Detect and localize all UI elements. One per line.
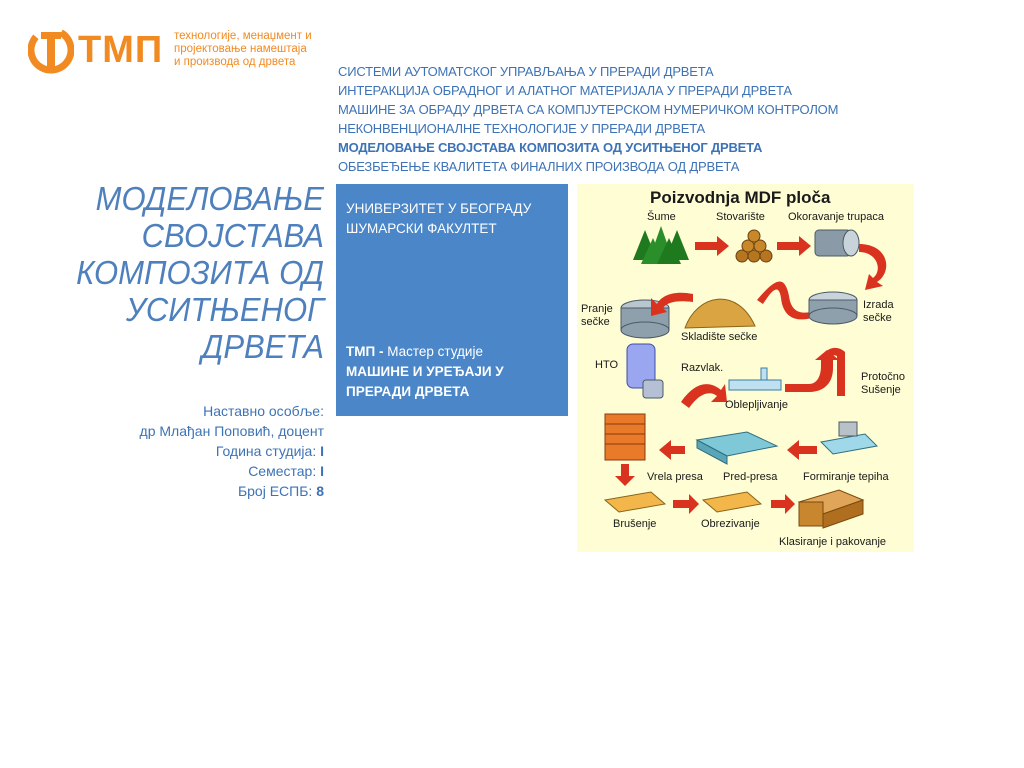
arrow-icon: [787, 440, 817, 460]
sanding-icon: [605, 492, 665, 512]
flow-arrow-icon: [859, 244, 886, 290]
label-razvlak: Razvlak.: [681, 362, 724, 374]
course-link[interactable]: МАШИНЕ ЗА ОБРАДУ ДРВЕТА СА КОМПЈУТЕРСКОМ НУМЕРИЧКОМ КОНТРОЛОМ: [338, 102, 839, 117]
label-pranje1: Pranje: [581, 303, 613, 315]
logo-tagline-line: и производа од дрвета: [174, 56, 296, 68]
label-stovariste: Stovarište: [716, 211, 765, 223]
program-abbr: ТМП: [346, 344, 376, 359]
forest-icon: [633, 226, 689, 264]
title-line: ДРВЕТА: [201, 328, 324, 365]
ects-label: Број ЕСПБ:: [237, 483, 313, 499]
diagram-title: Poizvodnja MDF ploča: [650, 188, 831, 207]
university-panel: [336, 184, 568, 416]
ects-row: [24, 481, 324, 501]
semester-row: [24, 461, 324, 481]
label-skladiste: Skladište sečke: [681, 331, 758, 343]
semester-value: I: [320, 463, 324, 479]
tmp-logo: [28, 26, 328, 78]
staff-label: Наставно особље:: [203, 403, 324, 419]
label-okoravanje: Okoravanje trupaca: [788, 211, 884, 223]
year-label: Година студија:: [215, 443, 317, 459]
staff-name: др Млађан Поповић, доцент: [139, 423, 324, 439]
title-line: КОМПОЗИТА ОД: [76, 254, 324, 291]
blender-icon: [729, 368, 781, 390]
chipper-icon: [809, 292, 857, 324]
course-link-active[interactable]: МОДЕЛОВАЊЕ СВОЈСТАВА КОМПОЗИТА ОД УСИТЊЕНОГ ДРВЕТА: [338, 140, 763, 155]
course-link[interactable]: ОБЕЗБЕЂЕЊЕ КВАЛИТЕТА ФИНАЛНИХ ПРОИЗВОДА ОД ДРВЕТА: [338, 159, 740, 174]
label-protocno2: Sušenje: [861, 384, 901, 396]
year-row: [24, 441, 324, 461]
course-link[interactable]: СИСТЕМИ АУТОМАТСКОГ УПРАВЉАЊА У ПРЕРАДИ ДРВЕТА: [338, 64, 714, 79]
semester-label: Семестар:: [248, 463, 317, 479]
program-type-row: [346, 342, 561, 362]
arrow-icon: [673, 494, 699, 514]
debarker-icon: [815, 230, 859, 256]
program-block: [346, 342, 561, 402]
label-pranje2: sečke: [581, 316, 610, 328]
label-izrada2: sečke: [863, 312, 892, 324]
label-hto: HTO: [595, 359, 619, 371]
program-sep: -: [375, 344, 388, 359]
label-vrela: Vrela presa: [647, 471, 703, 483]
trimming-icon: [703, 492, 761, 512]
mdf-production-diagram: [577, 184, 914, 552]
course-link[interactable]: ИНТЕРАКЦИЈА ОБРАДНОГ И АЛАТНОГ МАТЕРИЈАЛА У ПРЕРАДИ ДРВЕТА: [338, 83, 792, 98]
faculty-name: ШУМАРСКИ ФАКУЛТЕТ: [346, 221, 497, 236]
label-oblepljivanje: Oblepljivanje: [725, 399, 788, 411]
forming-icon: [821, 422, 877, 454]
pre-press-icon: [697, 432, 777, 464]
university-block: [346, 199, 531, 239]
label-obrezivanje: Obrezivanje: [701, 518, 760, 530]
arrow-icon: [777, 236, 811, 256]
label-brusenje: Brušenje: [613, 518, 657, 530]
year-value: I: [320, 443, 324, 459]
university-name: УНИВЕРЗИТЕТ У БЕОГРАДУ: [346, 201, 532, 216]
ects-value: 8: [316, 483, 324, 499]
flow-arrow-icon: [681, 384, 727, 408]
label-klasiranje: Klasiranje i pakovanje: [779, 536, 887, 548]
title-line: УСИТЊЕНОГ: [126, 291, 324, 328]
arrow-icon: [615, 464, 635, 486]
program-type: Мастер студије: [387, 344, 483, 359]
arrow-icon: [771, 494, 795, 514]
tmp-logo-icon: [28, 26, 74, 74]
course-info: [24, 401, 324, 501]
label-izrada1: Izrada: [863, 299, 894, 311]
logo-tagline-line: пројектовање намештаја: [174, 43, 307, 55]
title-line: СВОЈСТАВА: [141, 217, 324, 254]
program-name: МАШИНЕ И УРЕЂАЈИ У ПРЕРАДИ ДРВЕТА: [346, 364, 504, 399]
label-formiranje: Formiranje tepiha: [803, 471, 889, 483]
label-sume: Šume: [647, 211, 676, 223]
page-title: [42, 180, 324, 365]
logo-tagline-line: технологије, менаџмент и: [174, 30, 312, 42]
logo-tagline: [174, 30, 334, 69]
logo-wordmark: ТМП: [78, 29, 164, 71]
hto-digester-icon: [627, 344, 663, 398]
arrow-icon: [695, 236, 729, 256]
stack-icon: [799, 490, 863, 528]
flow-arrow-icon: [757, 281, 817, 319]
chip-pile-icon: [685, 299, 755, 328]
log-pile-icon: [736, 230, 772, 262]
course-link[interactable]: НЕКОНВЕНЦИОНАЛНЕ ТЕХНОЛОГИЈЕ У ПРЕРАДИ ДРВЕТА: [338, 121, 705, 136]
flow-arrow-icon: [785, 350, 839, 392]
course-list: [338, 62, 898, 176]
title-line: МОДЕЛОВАЊЕ: [95, 180, 324, 217]
label-pred: Pred-presa: [723, 471, 778, 483]
hot-press-icon: [605, 414, 645, 460]
flow-arrow-icon: [651, 293, 693, 316]
arrow-icon: [659, 440, 685, 460]
mdf-diagram-svg: [577, 184, 914, 552]
label-protocno1: Protočno: [861, 371, 906, 383]
